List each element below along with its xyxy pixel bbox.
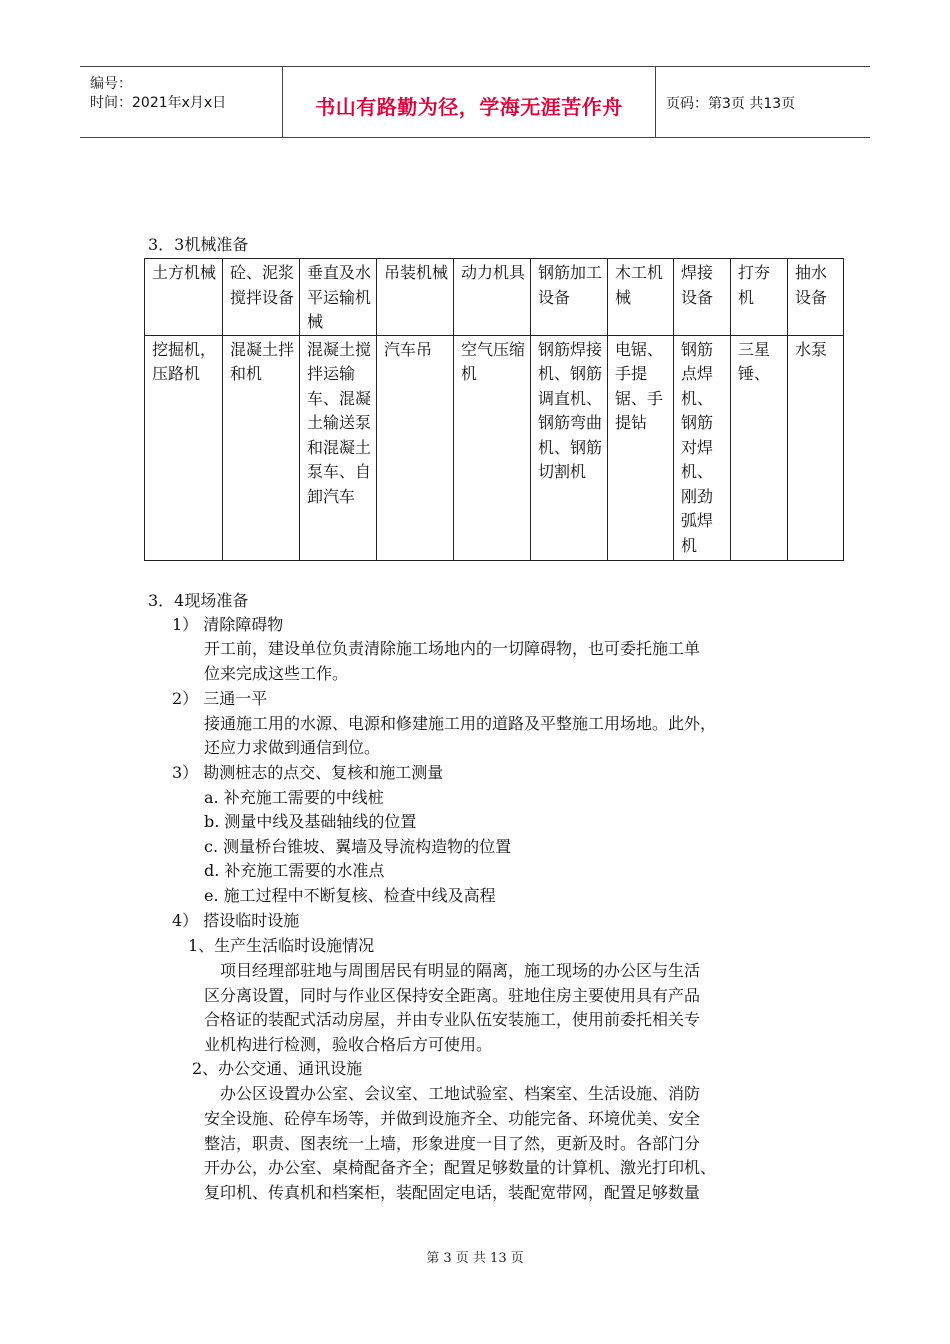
- paragraph-line: 项目经理部驻地与周围居民有明显的隔离，施工现场的办公区与生活: [220, 961, 701, 980]
- list-item: b. 测量中线及基础轴线的位置: [204, 812, 417, 831]
- page-header: [80, 66, 870, 138]
- item-2-text: 接通施工用的水源、电源和修建施工用的道路及平整施工用场地。此外，: [204, 714, 717, 733]
- document-date: 时间：2021年x月x日: [90, 95, 227, 111]
- paragraph-line: 业机构进行检测，验收合格后方可使用。: [204, 1035, 493, 1054]
- list-item: a. 补充施工需要的中线桩: [204, 788, 384, 807]
- item-2-heading: 2） 三通一平: [172, 689, 268, 708]
- table-cell: 钢筋焊接机、钢筋调直机、钢筋弯曲机、钢筋切割机: [531, 335, 608, 560]
- paragraph-line: 安全设施、砼停车场等，并做到设施齐全、功能完备、环境优美、安全: [204, 1109, 701, 1128]
- paragraph-line: 区分离设置，同时与作业区保持安全距离。驻地住房主要使用具有产品: [204, 986, 701, 1005]
- table-header-cell: 砼、泥浆搅拌设备: [223, 259, 300, 336]
- list-item: c. 测量桥台锥坡、翼墙及导流构造物的位置: [204, 837, 512, 856]
- header-page-info: 页码：第3页 共13页: [666, 96, 796, 112]
- table-header-cell: 垂直及水平运输机械: [300, 259, 377, 336]
- section-3-4-title: 3．4现场准备: [148, 591, 249, 610]
- table-cell: 三星锤、: [731, 335, 788, 560]
- item-3-heading: 3） 勘测桩志的点交、复核和施工测量: [172, 763, 444, 782]
- subsection-heading: 2、办公交通、通讯设施: [192, 1059, 363, 1078]
- table-cell: 水泵: [788, 335, 844, 560]
- paragraph-line: 开办公，办公室、桌椅配备齐全；配置足够数量的计算机、激光打印机、: [204, 1158, 717, 1177]
- table-cell: 电锯、手提锯、手提钻: [608, 335, 674, 560]
- machinery-table: [144, 258, 844, 561]
- table-header-cell: 吊装机械: [377, 259, 454, 336]
- section-3-3-title: 3．3机械准备: [148, 235, 249, 254]
- header-page-cell: [654, 67, 870, 137]
- item-2-text: 还应力求做到通信到位。: [204, 738, 381, 757]
- page-footer: 第 3 页 共 13 页: [426, 1251, 524, 1266]
- header-meta: [80, 67, 282, 137]
- paragraph-line: 复印机、传真机和档案柜，装配固定电话，装配宽带网，配置足够数量: [204, 1183, 701, 1202]
- subsection-heading: 1、生产生活临时设施情况: [188, 936, 375, 955]
- table-header-cell: 焊接设备: [674, 259, 731, 336]
- list-item: e. 施工过程中不断复核、检查中线及高程: [204, 886, 496, 905]
- header-motto-cell: [282, 67, 656, 137]
- paragraph-line: 整洁，职责、图表统一上墙，形象进度一目了然，更新及时。各部门分: [204, 1134, 701, 1153]
- table-header-cell: 抽水设备: [788, 259, 844, 336]
- table-cell: 混凝土拌和机: [223, 335, 300, 560]
- table-row: [145, 335, 844, 560]
- header-motto: 书山有路勤为径，学海无涯苦作舟: [315, 95, 623, 119]
- table-header-cell: 钢筋加工设备: [531, 259, 608, 336]
- list-item: d. 补充施工需要的水准点: [204, 861, 385, 880]
- machinery-table-header: [145, 259, 844, 336]
- table-header-cell: 动力机具: [454, 259, 531, 336]
- table-cell: 空气压缩机: [454, 335, 531, 560]
- item-4-heading: 4） 搭设临时设施: [172, 911, 300, 930]
- paragraph-line: 办公区设置办公室、会议室、工地试验室、档案室、生活设施、消防: [220, 1084, 701, 1103]
- table-cell: 钢筋点焊机、钢筋对焊机、刚劲弧焊机: [674, 335, 731, 560]
- document-number-label: 编号：: [90, 76, 132, 92]
- table-header-cell: 打夯机: [731, 259, 788, 336]
- table-cell: 挖掘机，压路机: [145, 335, 223, 560]
- table-header-cell: 土方机械: [145, 259, 223, 336]
- paragraph-line: 合格证的装配式活动房屋，并由专业队伍安装施工，使用前委托相关专: [204, 1010, 701, 1029]
- table-cell: 汽车吊: [377, 335, 454, 560]
- table-header-cell: 木工机械: [608, 259, 674, 336]
- item-1-text: 开工前，建设单位负责清除施工场地内的一切障碍物，也可委托施工单: [204, 639, 701, 658]
- table-cell: 混凝土搅拌运输车、混凝土输送泵和混凝土泵车、自卸汽车: [300, 335, 377, 560]
- item-1-text: 位来完成这些工作。: [204, 664, 349, 683]
- item-1-heading: 1） 清除障碍物: [172, 615, 284, 634]
